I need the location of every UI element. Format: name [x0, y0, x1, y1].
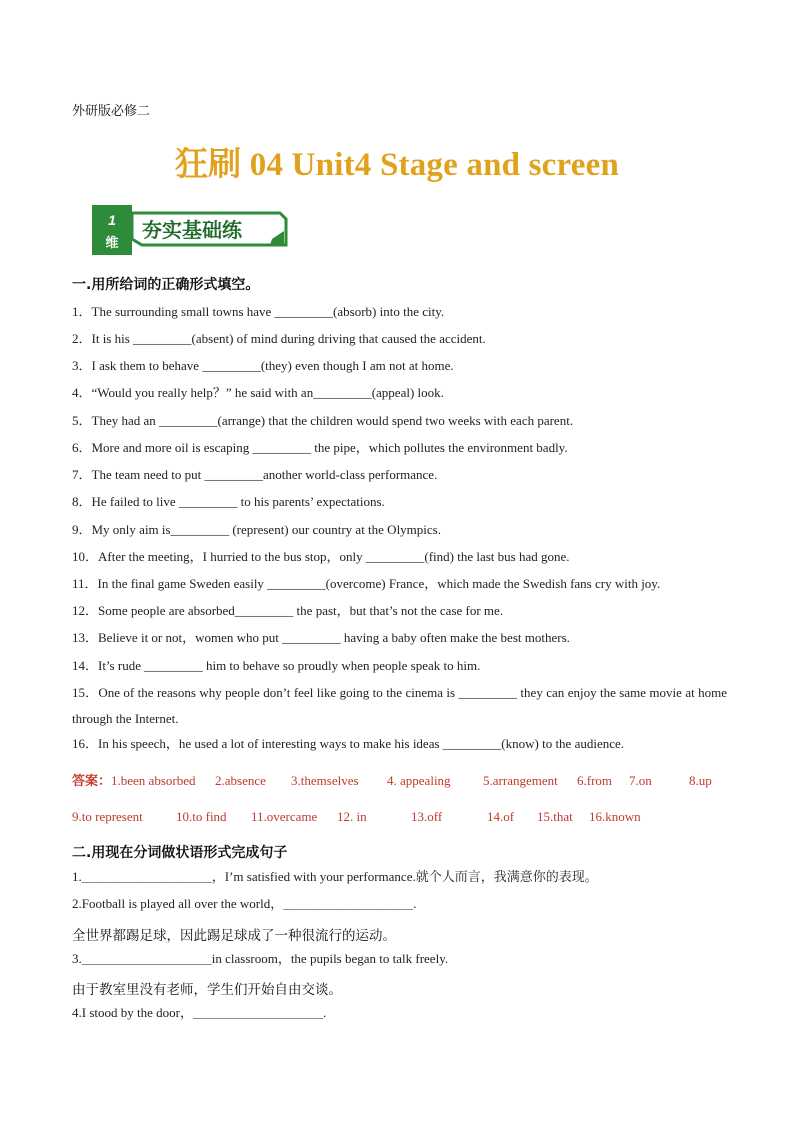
question-10: 10．After the meeting，I hurried to the bus stop，only _________(find) the last bus had gone.: [72, 549, 570, 564]
answer-item: 12. in: [337, 809, 367, 824]
answer-item: 7.on: [629, 773, 652, 788]
answer-item: 13.off: [411, 809, 443, 824]
subject-label: 外研版必修二: [72, 104, 151, 119]
answer-item: 16.known: [589, 809, 641, 824]
question-16: 16．In his speech，he used a lot of interesting ways to make his ideas _________(know) to the audience.: [72, 736, 625, 751]
question-13: 13．Believe it or not，women who put _________ having a baby often make the best mothers.: [72, 630, 570, 645]
answer-item: 6.from: [577, 773, 613, 788]
badge-unit: 维: [105, 236, 119, 251]
answer-item: 9.to represent: [72, 809, 143, 824]
answer-item: 5.arrangement: [483, 773, 558, 788]
answer-label: 答案：: [72, 774, 112, 789]
question-3: 3．I ask them to behave _________(they) even though I am not at home.: [72, 358, 454, 373]
answer-item: 8.up: [689, 773, 712, 788]
section-1-heading: 一.用所给词的正确形式填空。: [72, 277, 260, 293]
question-5: 5．They had an _________(arrange) that the children would spend two weeks with each parent.: [72, 413, 574, 428]
answer-item: 4. appealing: [387, 773, 451, 788]
section-2-line-3: 3.＿＿＿＿＿＿＿＿＿＿in classroom，the pupils began to talk freely.: [72, 951, 449, 966]
question-14: 14．It’s rude _________ him to behave so proudly when people speak to him.: [72, 658, 481, 673]
answer-item: 1.been absorbed: [111, 773, 196, 788]
page-title: 狂刷 04 Unit4 Stage and screen: [174, 147, 620, 183]
answer-item: 14.of: [487, 809, 515, 824]
question-6: 6．More and more oil is escaping _________ the pipe，which pollutes the environment badly.: [72, 440, 568, 455]
question-9: 9．My only aim is_________ (represent) our country at the Olympics.: [72, 522, 441, 537]
question-4: 4．“Would you really help？” he said with an_________(appeal) look.: [72, 385, 444, 400]
question-15: 15．One of the reasons why people don’t feel like going to the cinema is _________ they can enjoy the same movie at home through the Internet.: [72, 685, 727, 726]
answer-item: 11.overcame: [251, 809, 318, 824]
answer-item: 15.that: [537, 809, 573, 824]
section-2-translation-2: 全世界都踢足球，因此踢足球成了一种很流行的运动。: [72, 928, 396, 944]
question-8: 8．He failed to live _________ to his parents’ expectations.: [72, 494, 385, 509]
badge-label: 夯实基础练: [142, 218, 242, 242]
badge-number: 1: [108, 212, 116, 228]
question-7: 7．The team need to put _________another world-class performance.: [72, 467, 438, 482]
question-11: 11．In the final game Sweden easily _________(overcome) France，which made the Swedish fans cry with joy.: [72, 576, 661, 591]
question-2: 2．It is his _________(absent) of mind during driving that caused the accident.: [72, 331, 486, 346]
section-2-line-1: 1.＿＿＿＿＿＿＿＿＿＿，I’m satisfied with your performance.就个人而言，我满意你的表现。: [72, 869, 598, 884]
section-2-heading: 二.用现在分词做状语形式完成句子: [72, 845, 288, 861]
question-12: 12．Some people are absorbed_________ the past，but that’s not the case for me.: [72, 603, 504, 618]
section-2-line-2: 2.Football is played all over the world，＿＿＿＿＿＿＿＿＿＿.: [72, 896, 417, 911]
answer-item: 10.to find: [176, 809, 227, 824]
answers-line-2: [72, 809, 641, 825]
answer-item: 3.themselves: [291, 773, 359, 788]
section-2-translation-3: 由于教室里没有老师，学生们开始自由交谈。: [72, 982, 342, 998]
section-2-line-4: 4.I stood by the door，＿＿＿＿＿＿＿＿＿＿.: [72, 1005, 327, 1020]
section-badge: [92, 205, 288, 255]
answer-item: 2.absence: [215, 773, 266, 788]
question-1: 1．The surrounding small towns have _________(absorb) into the city.: [72, 304, 445, 319]
answers-line-1: [72, 770, 712, 789]
